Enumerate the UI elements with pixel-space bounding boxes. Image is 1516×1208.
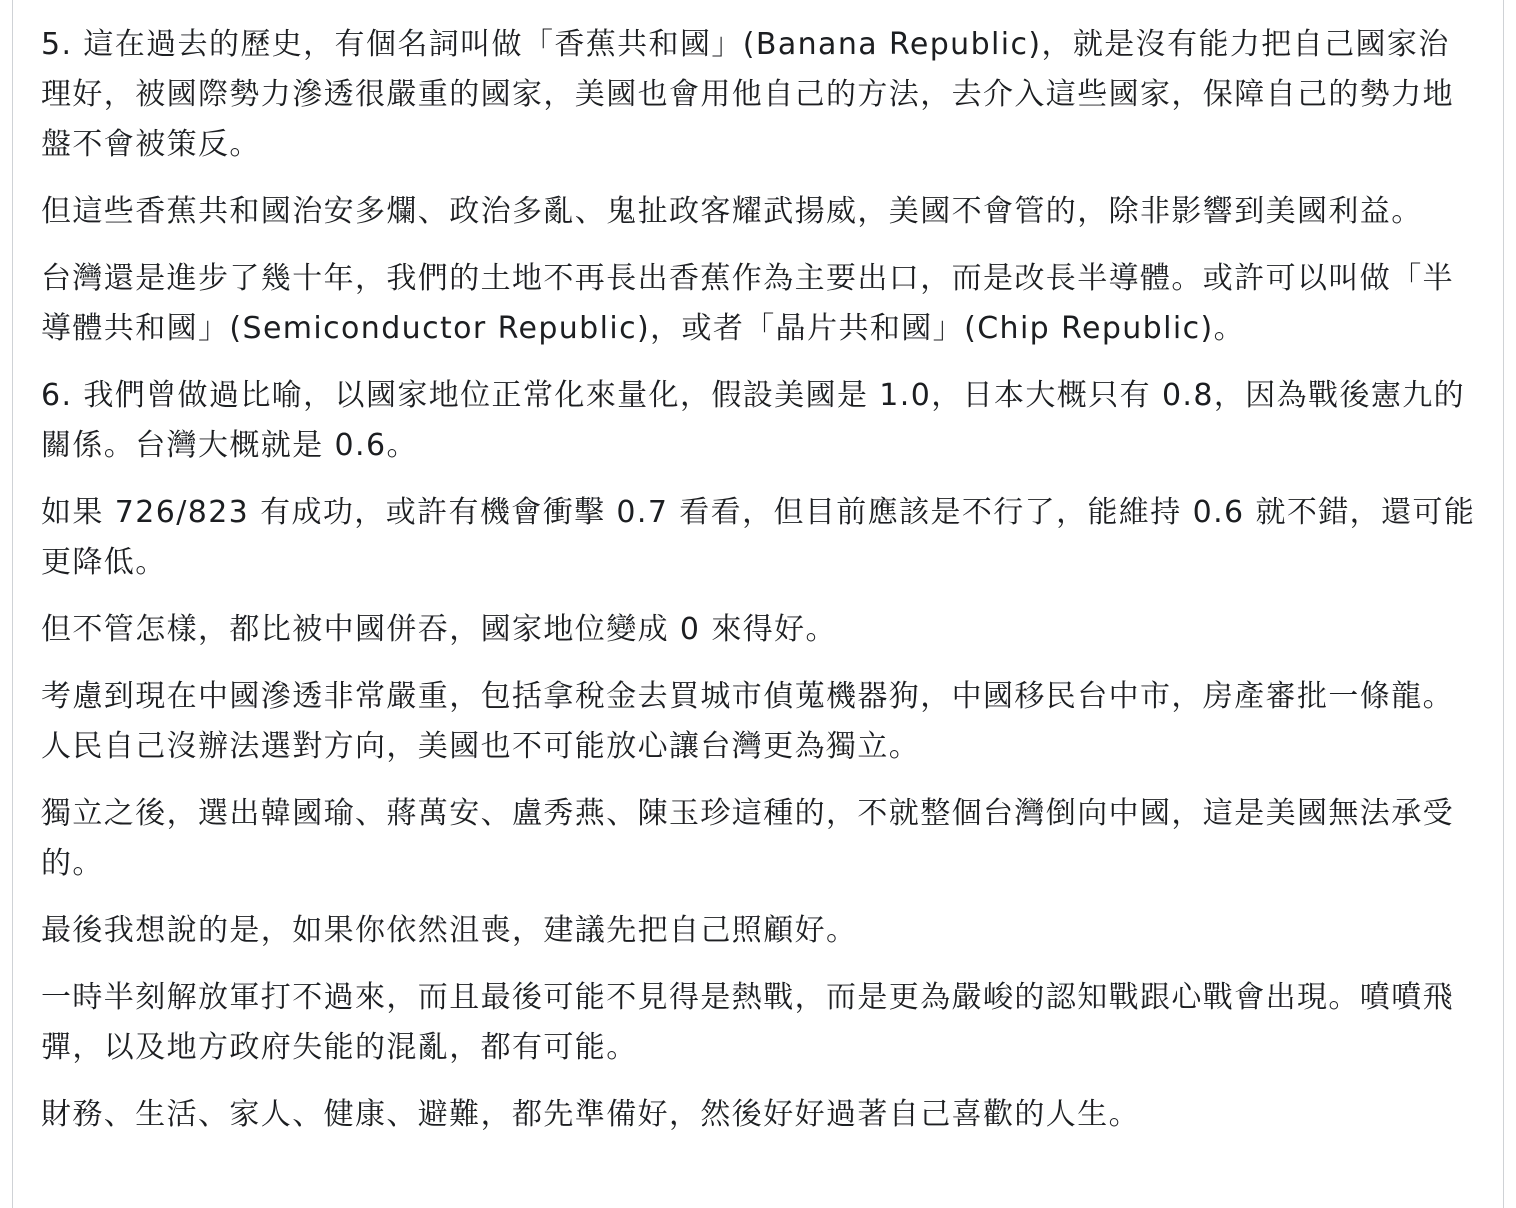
paragraph-better-than-annexation: 但不管怎樣，都比被中國併吞，國家地位變成 0 來得好。 <box>41 612 837 647</box>
paragraph-prepare: 財務、生活、家人、健康、避難，都先準備好，然後好好過著自己喜歡的人生。 <box>41 1097 1140 1132</box>
paragraph-cognitive-war: 一時半刻解放軍打不過來，而且最後可能不見得是熱戰，而是更為嚴峻的認知戰跟心戰會出現。噴噴飛彈，以及地方政府失能的混亂，都有可能。 <box>41 980 1454 1065</box>
paragraph-status-scale: 6. 我們曾做過比喻，以國家地位正常化來量化，假設美國是 1.0，日本大概只有 0.8，因為戰後憲九的關係。台灣大概就是 0.6。 <box>41 378 1466 463</box>
paragraph-recall-outcome: 如果 726/823 有成功，或許有機會衝擊 0.7 看看，但目前應該是不行了，能維持 0.6 就不錯，還可能更降低。 <box>41 495 1476 580</box>
paragraph-banana-republic: 5. 這在過去的歷史，有個名詞叫做「香蕉共和國」(Banana Republic)，就是沒有能力把自己國家治理好，被國際勢力滲透很嚴重的國家，美國也會用他自己的方法，去介入這些國家，保障自己的勢力地盤不會被策反。 <box>41 27 1454 162</box>
paragraph-infiltration: 考慮到現在中國滲透非常嚴重，包括拿稅金去買城市偵蒐機器狗，中國移民台中市，房產審批一條龍。人民自己沒辦法選對方向，美國也不可能放心讓台灣更為獨立。 <box>41 679 1454 764</box>
paragraph-us-interest: 但這些香蕉共和國治安多爛、政治多亂、鬼扯政客耀武揚威，美國不會管的，除非影響到美國利益。 <box>41 194 1423 229</box>
post-card <box>12 0 1504 1208</box>
post-body-text <box>41 20 1481 1157</box>
paragraph-after-independence: 獨立之後，選出韓國瑜、蔣萬安、盧秀燕、陳玉珍這種的，不就整個台灣倒向中國，這是美國無法承受的。 <box>41 796 1454 881</box>
paragraph-take-care: 最後我想說的是，如果你依然沮喪，建議先把自己照顧好。 <box>41 913 858 948</box>
paragraph-semiconductor-republic: 台灣還是進步了幾十年，我們的土地不再長出香蕉作為主要出口，而是改長半導體。或許可以叫做「半導體共和國」(Semiconductor Republic)，或者「晶片共和國」(Chip Republic)。 <box>41 261 1454 346</box>
